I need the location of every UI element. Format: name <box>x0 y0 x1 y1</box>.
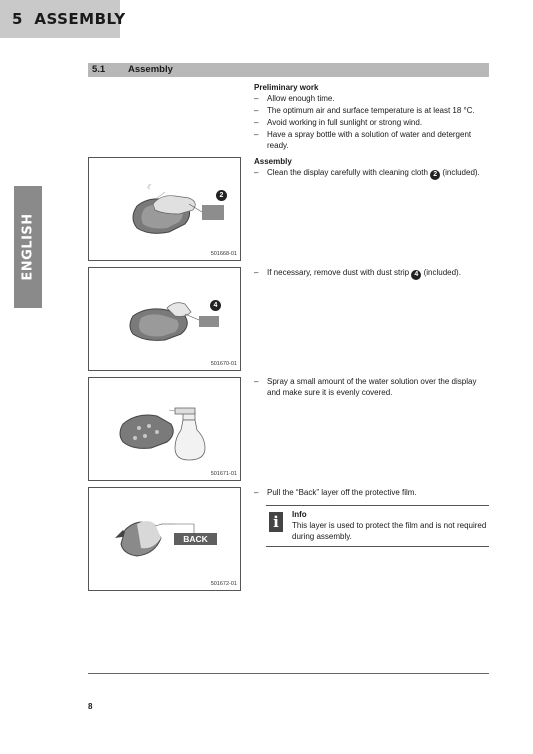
figure-code: 501672-01 <box>210 581 237 587</box>
list-item: – Have a spray bottle with a solution of water and detergent ready. <box>254 130 472 150</box>
language-tab <box>14 186 42 308</box>
callout-4-icon: 4 <box>411 270 421 280</box>
spray-illustration <box>89 378 242 482</box>
info-icon: i <box>269 512 283 532</box>
list-item: – The optimum air and surface temperature is at least 18 °C. <box>254 106 475 115</box>
figure-code: 501668-01 <box>210 251 237 257</box>
footer-divider <box>88 673 489 674</box>
section-heading <box>88 63 489 77</box>
dust-strip-illustration <box>89 268 242 372</box>
step-spray: – Spray a small amount of the water solution over the display and make sure it is evenly covered. <box>254 377 477 397</box>
callout-2-icon: 2 <box>216 190 227 201</box>
section-title: Assembly <box>128 64 173 75</box>
figure-code: 501670-01 <box>210 361 237 367</box>
page-number: 8 <box>88 702 93 711</box>
back-label: BACK <box>183 534 208 544</box>
chapter-heading <box>0 0 126 38</box>
step-clean: – Clean the display carefully with cleaning cloth 2 (included). <box>254 168 480 178</box>
info-title: Info <box>292 510 307 519</box>
chapter-title: ASSEMBLY <box>34 10 126 28</box>
cleaning-illustration <box>89 158 242 262</box>
figure-code: 501671-01 <box>210 471 237 477</box>
list-item: – Avoid working in full sunlight or strong wind. <box>254 118 423 127</box>
figure-dust <box>88 267 241 371</box>
callout-4-icon: 4 <box>210 300 221 311</box>
list-item: – Allow enough time. <box>254 94 335 103</box>
figure-back-layer <box>88 487 241 591</box>
step-dust: – If necessary, remove dust with dust strip 4 (included). <box>254 268 461 278</box>
figure-spray <box>88 377 241 481</box>
callout-2-icon: 2 <box>430 170 440 180</box>
section-number: 5.1 <box>92 64 106 75</box>
assembly-block <box>254 156 490 180</box>
info-text: This layer is used to protect the film and is not required during assembly. <box>292 521 487 541</box>
back-layer-illustration <box>89 488 242 592</box>
info-box <box>266 505 489 547</box>
preliminary-heading: Preliminary work <box>254 83 319 92</box>
preliminary-block <box>254 82 490 151</box>
assembly-heading: Assembly <box>254 157 292 166</box>
language-label: ENGLISH <box>20 213 36 281</box>
chapter-number: 5 <box>12 10 23 28</box>
figure-cleaning <box>88 157 241 261</box>
step-back-layer: – Pull the “Back” layer off the protective film. <box>254 488 417 497</box>
